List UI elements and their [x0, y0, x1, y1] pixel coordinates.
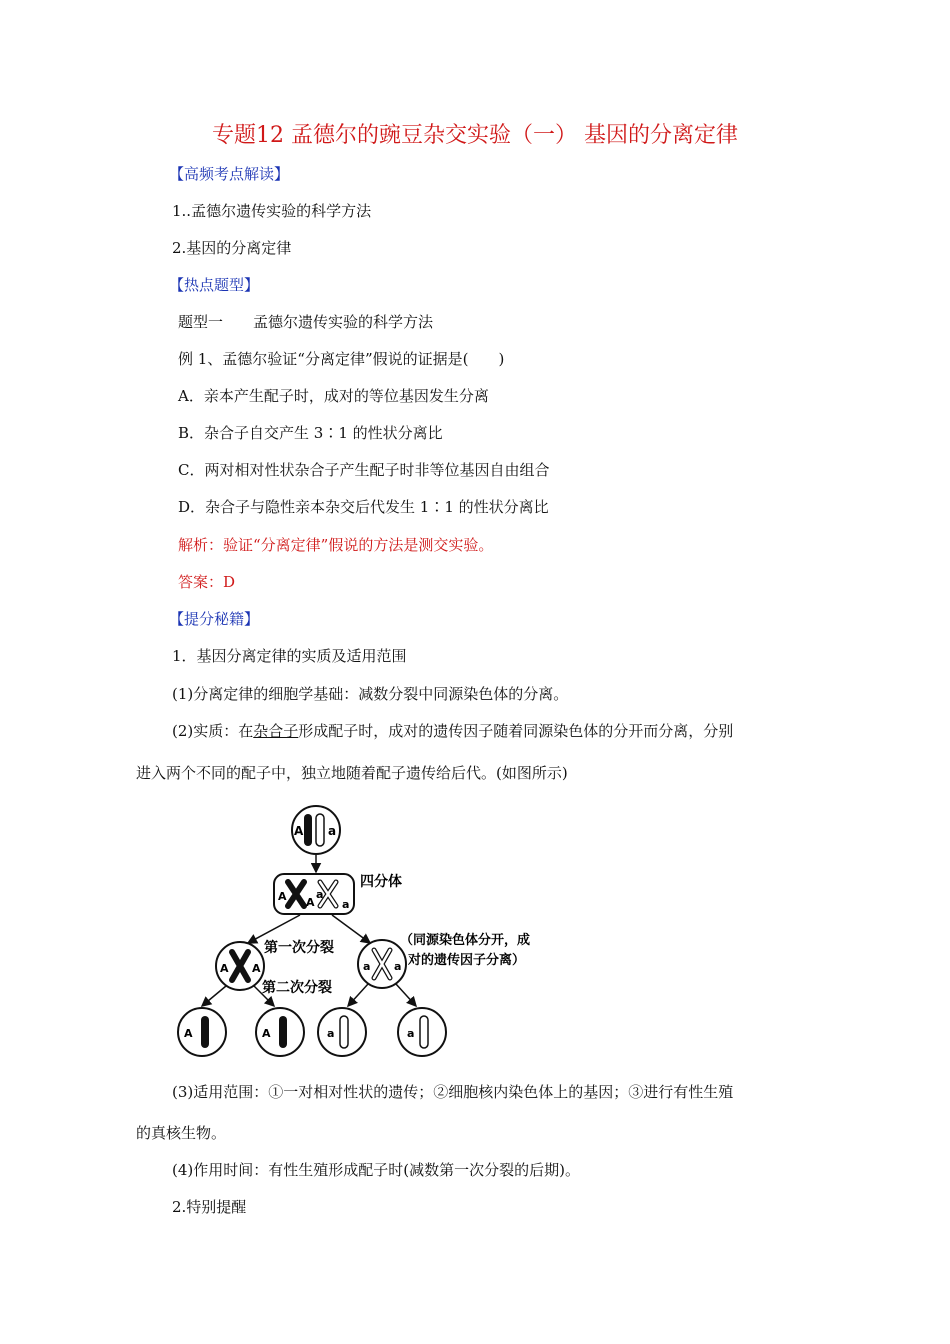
paragraph-6: 2.特别提醒: [172, 1198, 247, 1216]
page-title: 专题12 孟德尔的豌豆杂交实验（一） 基因的分离定律: [212, 123, 738, 148]
paragraph-2: (1)分离定律的细胞学基础：减数分裂中同源染色体的分离。: [172, 685, 569, 703]
key-point-2: 2.基因的分离定律: [172, 239, 292, 257]
paragraph-3-pre: (2)实质：在: [172, 722, 254, 740]
key-point-1: 1..孟德尔遗传实验的科学方法: [172, 202, 372, 220]
allele-label-a: a: [328, 824, 337, 838]
note-line-1: （同源染色体分开，成: [400, 933, 531, 948]
allele-label-a: a: [407, 1027, 415, 1040]
parent-cell: [292, 806, 340, 854]
option-c: C．两对相对性状杂合子产生配子时非等位基因自由组合: [178, 461, 550, 479]
allele-label-A: A: [278, 890, 287, 903]
paragraph-3-underlined: 杂合子: [253, 722, 299, 740]
paragraph-4-continued: 的真核生物。: [136, 1124, 227, 1142]
analysis-text: 解析：验证“分离定律”假说的方法是测交实验。: [178, 536, 494, 554]
section-heading-gaopin: 【高频考点解读】: [169, 165, 290, 183]
cell-A-A: [216, 942, 264, 990]
label-first-division: 第一次分裂: [264, 940, 334, 956]
tetrad-cell: [274, 874, 354, 914]
answer-text: 答案：D: [178, 573, 236, 591]
allele-label-A: A: [262, 1027, 271, 1040]
allele-label-a: a: [327, 1027, 335, 1040]
option-b: B．杂合子自交产生 3∶1 的性状分离比: [178, 424, 443, 442]
allele-label-A: A: [306, 896, 315, 909]
allele-label-a: a: [394, 960, 402, 973]
label-tetrad: 四分体: [360, 874, 402, 890]
allele-label-a: a: [342, 898, 350, 911]
paragraph-1: 1．基因分离定律的实质及适用范围: [172, 647, 407, 665]
allele-label-a: a: [316, 888, 324, 901]
meiosis-diagram: [170, 800, 590, 1065]
paragraph-3-post: 形成配子时，成对的遗传因子随着同源染色体的分开而分离，分别: [298, 722, 734, 740]
section-heading-tifen: 【提分秘籍】: [169, 610, 260, 628]
allele-label-A: A: [294, 824, 304, 838]
allele-label-A: A: [220, 962, 229, 975]
paragraph-3-continued: 进入两个不同的配子中，独立地随着配子遗传给后代。(如图所示): [136, 764, 568, 782]
allele-label-A: A: [184, 1027, 193, 1040]
gamete-A-1: [178, 1008, 226, 1056]
example-question: 例 1、孟德尔验证“分离定律”假说的证据是( ): [178, 350, 505, 368]
question-type: 题型一 孟德尔遗传实验的科学方法: [178, 313, 434, 331]
cell-a-a: [358, 940, 406, 988]
section-heading-redian: 【热点题型】: [169, 276, 260, 294]
option-a: A．亲本产生配子时，成对的等位基因发生分离: [178, 387, 489, 405]
gamete-a-1: [318, 1008, 366, 1056]
option-d: D．杂合子与隐性亲本杂交后代发生 1∶1 的性状分离比: [178, 498, 549, 516]
paragraph-5: (4)作用时间：有性生殖形成配子时(减数第一次分裂的后期)。: [172, 1161, 580, 1179]
note-line-2: 对的遗传因子分离）: [408, 953, 526, 968]
allele-label-A: A: [252, 962, 261, 975]
allele-label-a: a: [363, 960, 371, 973]
gamete-A-2: [256, 1008, 304, 1056]
gamete-a-2: [398, 1008, 446, 1056]
paragraph-4: (3)适用范围：①一对相对性状的遗传；②细胞核内染色体上的基因；③进行有性生殖: [172, 1083, 734, 1101]
paragraph-3: [172, 721, 733, 741]
label-second-division: 第二次分裂: [262, 980, 332, 996]
